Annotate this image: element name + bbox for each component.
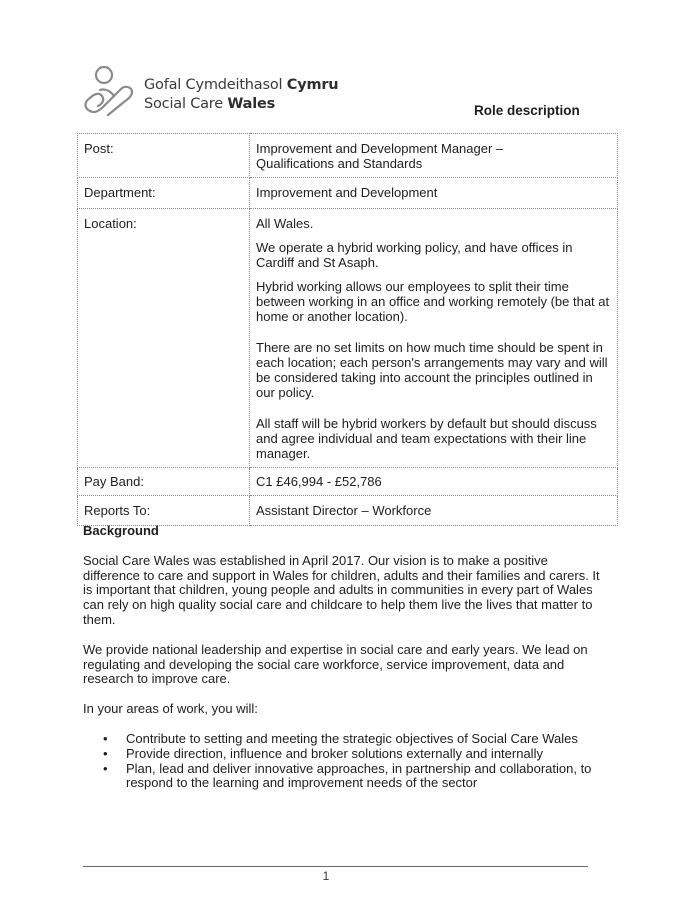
pay-band-label: Pay Band:: [78, 468, 250, 496]
location-paragraph: All staff will be hybrid workers by default but should discuss and agree individual and team expectations with their line manager.: [256, 416, 597, 461]
pay-band-value: C1 £46,994 - £52,786: [250, 468, 618, 496]
department-label: Department:: [78, 178, 250, 209]
table-row-reports-to: [78, 496, 618, 526]
welsh-name: Gofal Cymdeithasol Cymru: [144, 77, 339, 93]
responsibilities-list: [83, 732, 603, 791]
organisation-logo: [80, 62, 340, 120]
location-label: Location:: [78, 209, 250, 468]
reports-to-label: Reports To:: [78, 496, 250, 526]
table-row-department: [78, 178, 618, 209]
post-value: Improvement and Development Manager – Qualifications and Standards: [250, 134, 618, 178]
location-paragraph: There are no set limits on how much time should be spent in each location; each person's arrangements may vary and will be considered taking into account the principles outlined in our policy.: [256, 340, 608, 400]
english-name: Social Care Wales: [144, 96, 276, 112]
social-care-wales-logo-icon: [80, 62, 138, 120]
list-item: • Provide direction, influence and broker solutions externally and internally: [103, 745, 543, 761]
table-row-post: [78, 134, 618, 178]
location-value: [250, 209, 618, 468]
page-number: 1: [322, 869, 330, 883]
background-paragraph: Social Care Wales was established in April 2017. Our vision is to make a positive difference to care and support in Wales for children, adults and their families and carers. It is important that children, young people and adults in communities in every part of Wales can rely on high quality social care and childcare to help them live the lives that matter to them.: [83, 552, 600, 627]
location-paragraph: Hybrid working allows our employees to split their time between working in an office and working remotely (be that at home or another location).: [256, 279, 610, 324]
post-label: Post:: [78, 134, 250, 178]
organisation-name: [144, 76, 338, 114]
reports-to-value: Assistant Director – Workforce: [250, 496, 618, 526]
bullet-icon: •: [103, 760, 108, 776]
background-paragraph: In your areas of work, you will:: [83, 701, 258, 717]
role-info-table: [77, 133, 618, 526]
table-row-location: [78, 209, 618, 468]
background-heading: Background: [83, 523, 159, 538]
background-section: [83, 524, 603, 791]
location-paragraph: All Wales.: [256, 216, 314, 231]
footer-divider: [83, 866, 588, 867]
department-value: Improvement and Development: [250, 178, 618, 209]
location-paragraph: We operate a hybrid working policy, and have offices in Cardiff and St Asaph.: [256, 240, 573, 270]
list-item: • Contribute to setting and meeting the strategic objectives of Social Care Wales: [103, 730, 578, 746]
table-row-pay-band: [78, 468, 618, 496]
list-item: • Plan, lead and deliver innovative approaches, in partnership and collaboration, to respond to the learning and improvement needs of the sector: [103, 760, 592, 791]
document-title: Role description: [474, 103, 580, 118]
background-paragraph: We provide national leadership and expertise in social care and early years. We lead on regulating and developing the social care workforce, service improvement, data and research to improve care.: [83, 641, 588, 687]
bullet-icon: •: [103, 730, 108, 746]
bullet-icon: •: [103, 745, 108, 761]
